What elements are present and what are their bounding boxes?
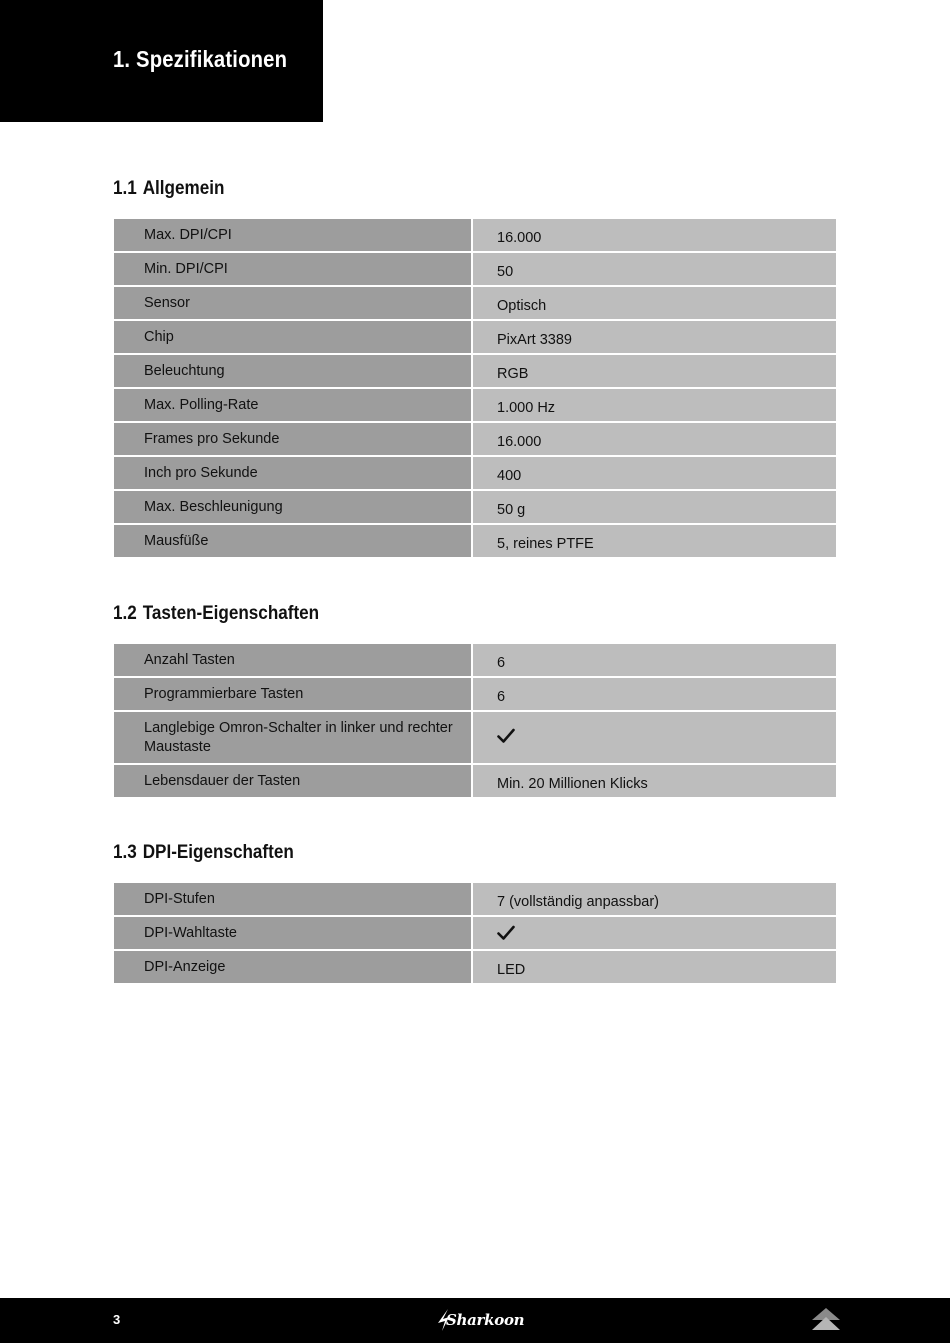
page-title: 1. Spezifikationen [113, 46, 288, 72]
spec-table-dpi [114, 883, 836, 985]
table-row [114, 423, 836, 457]
row-label: Max. Beschleunigung [114, 491, 473, 525]
row-value: RGB [473, 355, 836, 389]
table-row [114, 219, 836, 253]
table-row [114, 525, 836, 559]
row-value: 400 [473, 457, 836, 491]
footer-bar [0, 1298, 950, 1343]
sharkoon-logo [436, 1307, 525, 1333]
section-title: Allgemein [142, 178, 225, 199]
row-value: 1.000 Hz [473, 389, 836, 423]
row-value: 16.000 [473, 423, 836, 457]
row-label: Beleuchtung [114, 355, 473, 389]
section-heading-tasten [113, 603, 319, 625]
table-row [114, 644, 836, 678]
table-row [114, 917, 836, 951]
table-row [114, 678, 836, 712]
row-value: 50 g [473, 491, 836, 525]
row-label: Min. DPI/CPI [114, 253, 473, 287]
header-block [0, 0, 323, 122]
row-label: DPI-Stufen [114, 883, 473, 917]
table-row [114, 765, 836, 799]
table-row [114, 491, 836, 525]
row-label: Programmierbare Tasten [114, 678, 473, 712]
row-label: Inch pro Sekunde [114, 457, 473, 491]
row-value: 7 (vollständig anpassbar) [473, 883, 836, 917]
table-row [114, 253, 836, 287]
row-label: Sensor [114, 287, 473, 321]
checkmark-icon [497, 728, 515, 744]
row-label: DPI-Wahltaste [114, 917, 473, 951]
row-value: Optisch [473, 287, 836, 321]
row-label: Lebensdauer der Tasten [114, 765, 473, 799]
table-row [114, 457, 836, 491]
row-label: Mausfüße [114, 525, 473, 559]
scroll-to-top-icon[interactable] [810, 1306, 842, 1334]
row-value: Min. 20 Millionen Klicks [473, 765, 836, 799]
row-value: 5, reines PTFE [473, 525, 836, 559]
row-label: Max. DPI/CPI [114, 219, 473, 253]
brand-name: Sharkoon [446, 1311, 525, 1329]
table-row [114, 712, 836, 765]
row-label: Anzahl Tasten [114, 644, 473, 678]
row-label: Chip [114, 321, 473, 355]
section-heading-allgemein [113, 178, 224, 200]
table-row [114, 389, 836, 423]
row-value: PixArt 3389 [473, 321, 836, 355]
table-row [114, 287, 836, 321]
row-value: 6 [473, 644, 836, 678]
row-value: LED [473, 951, 836, 985]
page-number: 3 [113, 1312, 121, 1327]
row-label: Frames pro Sekunde [114, 423, 473, 457]
section-number: 1.3 [113, 842, 137, 863]
row-value: 6 [473, 678, 836, 712]
section-title: Tasten-Eigenschaften [142, 603, 320, 624]
row-label: Langlebige Omron-Schalter in linker und rechter Maustaste [114, 712, 473, 765]
table-row [114, 321, 836, 355]
row-value [473, 917, 836, 951]
table-row [114, 883, 836, 917]
checkmark-icon [497, 925, 515, 941]
row-label: Max. Polling-Rate [114, 389, 473, 423]
row-value: 16.000 [473, 219, 836, 253]
row-value [473, 712, 836, 765]
table-row [114, 355, 836, 389]
row-label: DPI-Anzeige [114, 951, 473, 985]
spec-table-tasten [114, 644, 836, 799]
section-title: DPI-Eigenschaften [142, 842, 294, 863]
spec-table-allgemein [114, 219, 836, 559]
section-number: 1.1 [113, 178, 137, 199]
row-value: 50 [473, 253, 836, 287]
section-number: 1.2 [113, 603, 137, 624]
table-row [114, 951, 836, 985]
section-heading-dpi [113, 842, 294, 864]
